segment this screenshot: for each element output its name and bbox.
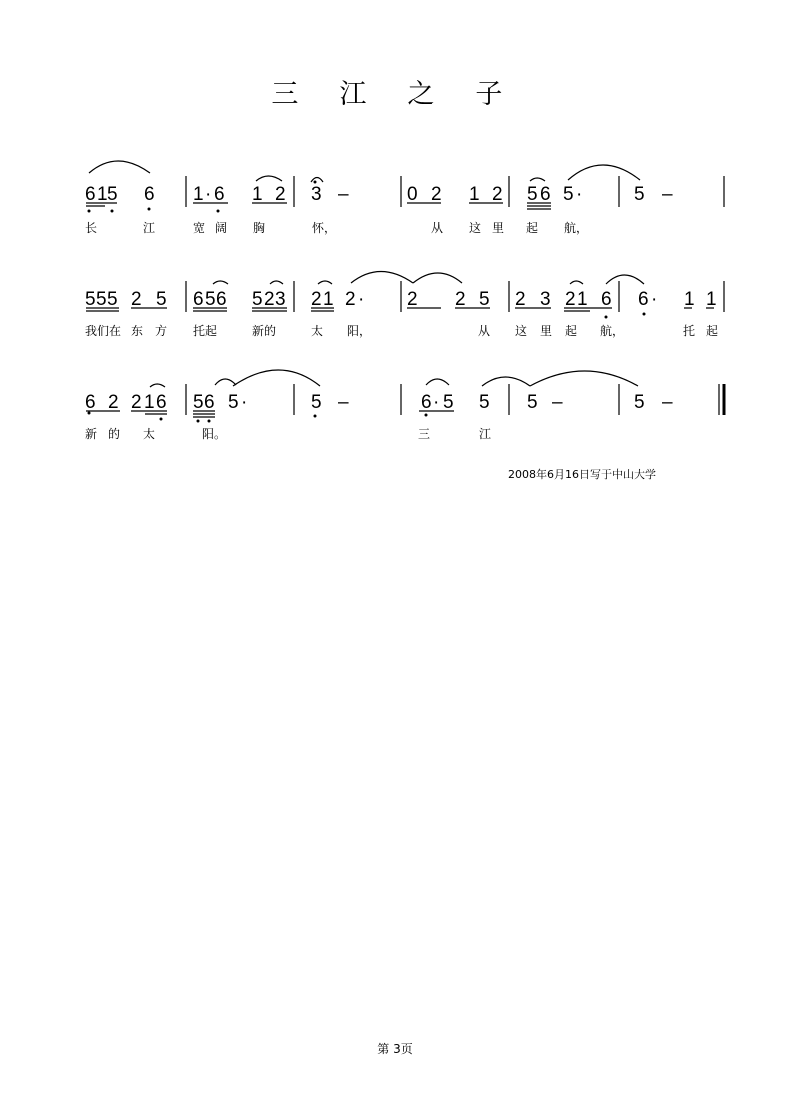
note: 5 <box>193 392 204 413</box>
note: 2 <box>131 392 142 413</box>
lyric: 里 <box>540 324 553 338</box>
lyric: 起 <box>526 221 539 235</box>
dash: – <box>338 184 349 205</box>
dot: · <box>358 289 365 310</box>
note: 5 <box>563 184 574 205</box>
dot: · <box>576 184 583 205</box>
lyric: 江 <box>143 221 156 235</box>
lyric: 新的 <box>252 324 277 338</box>
composition-credit: 2008年6月16日写于中山大学 <box>508 468 656 481</box>
note: 5 <box>96 289 107 310</box>
dot: · <box>651 289 658 310</box>
slur <box>351 272 413 284</box>
slur <box>426 379 449 385</box>
beam <box>86 308 714 311</box>
lyric: 起 <box>565 324 578 338</box>
dash: – <box>338 392 349 413</box>
lyric: 三 <box>418 427 431 441</box>
note: 0 <box>407 184 418 205</box>
note: 5 <box>205 289 216 310</box>
fermata <box>311 178 323 183</box>
note: 6 <box>601 289 612 310</box>
slur <box>150 384 165 387</box>
lyric: 怀， <box>312 221 337 235</box>
lyric: 胸 <box>253 221 266 235</box>
note: 6 <box>193 289 204 310</box>
dot: · <box>205 184 212 205</box>
note: 5 <box>443 392 454 413</box>
note: 5 <box>85 289 96 310</box>
slur <box>568 165 640 180</box>
lyric: 托 <box>683 324 696 338</box>
slur <box>530 371 638 386</box>
note: 3 <box>311 184 322 205</box>
lyric: 方 <box>155 324 168 338</box>
note: 5 <box>107 289 118 310</box>
note: 2 <box>515 289 526 310</box>
note: 2 <box>264 289 275 310</box>
note: 1 <box>193 184 204 205</box>
note: 1 <box>97 184 108 205</box>
note: 2 <box>108 392 119 413</box>
lyric: 我们在 <box>85 324 122 338</box>
lyric: 航， <box>564 221 589 235</box>
slur <box>233 370 320 386</box>
lyric: 太 <box>143 427 156 441</box>
note: 1 <box>144 392 155 413</box>
lyric: 托起 <box>193 324 218 338</box>
note: 2 <box>455 289 466 310</box>
dash: – <box>552 392 563 413</box>
slur <box>570 281 583 284</box>
note: 2 <box>431 184 442 205</box>
note: 6 <box>85 392 96 413</box>
note: 6 <box>85 184 96 205</box>
note: 2 <box>492 184 503 205</box>
note: 2 <box>565 289 576 310</box>
lyric: 长 <box>85 221 98 235</box>
note: 2 <box>311 289 322 310</box>
lyric: 阔 <box>215 221 228 235</box>
dot: · <box>433 392 440 413</box>
note: 5 <box>479 289 490 310</box>
slur <box>213 281 228 284</box>
note: 6 <box>144 184 155 205</box>
slur <box>89 161 150 173</box>
slur <box>318 281 332 284</box>
slur <box>482 377 530 386</box>
slur <box>270 281 283 284</box>
lyric: 的 <box>108 427 121 441</box>
note: 6 <box>638 289 649 310</box>
note: 5 <box>107 184 118 205</box>
page-number: 第 3页 <box>377 1042 413 1056</box>
lyric: 太 <box>311 324 324 338</box>
lyric: 阳， <box>347 324 372 338</box>
lyric: 这 <box>515 324 528 338</box>
lyric: 航， <box>600 324 625 338</box>
note: 6 <box>156 392 167 413</box>
note: 3 <box>540 289 551 310</box>
note: 5 <box>252 289 263 310</box>
slur <box>530 178 545 181</box>
slur <box>413 273 462 283</box>
lyric: 起 <box>706 324 719 338</box>
lyric: 东 <box>131 324 144 338</box>
lyric: 从 <box>478 324 491 338</box>
note: 5 <box>527 184 538 205</box>
note: 6 <box>540 184 551 205</box>
note: 1 <box>252 184 263 205</box>
note: 5 <box>527 392 538 413</box>
note: 2 <box>131 289 142 310</box>
lyric: 里 <box>492 221 505 235</box>
slur <box>215 379 236 385</box>
lyric: 这 <box>469 221 482 235</box>
note: 5 <box>479 392 490 413</box>
note: 2 <box>275 184 286 205</box>
dash: – <box>662 392 673 413</box>
note: 1 <box>469 184 480 205</box>
note: 6 <box>204 392 215 413</box>
note: 1 <box>323 289 334 310</box>
lyric: 从 <box>431 221 444 235</box>
note: 1 <box>706 289 717 310</box>
note: 2 <box>407 289 418 310</box>
note: 5 <box>634 184 645 205</box>
note: 6 <box>214 184 225 205</box>
song-title: 三 江 之 子 <box>271 79 519 110</box>
lyric: 阳。 <box>202 427 227 441</box>
lyric: 宽 <box>193 221 206 235</box>
note: 5 <box>311 392 322 413</box>
dash: – <box>662 184 673 205</box>
slur <box>256 176 282 181</box>
note: 3 <box>275 289 286 310</box>
note: 5 <box>156 289 167 310</box>
slur <box>606 275 644 284</box>
note: 6 <box>216 289 227 310</box>
lyric: 江 <box>479 427 492 441</box>
note: 5 <box>228 392 239 413</box>
note: 5 <box>634 392 645 413</box>
note: 1 <box>577 289 588 310</box>
dot: · <box>241 392 248 413</box>
note: 1 <box>684 289 695 310</box>
lyric: 新 <box>85 427 98 441</box>
note: 2 <box>345 289 356 310</box>
note: 6 <box>421 392 432 413</box>
